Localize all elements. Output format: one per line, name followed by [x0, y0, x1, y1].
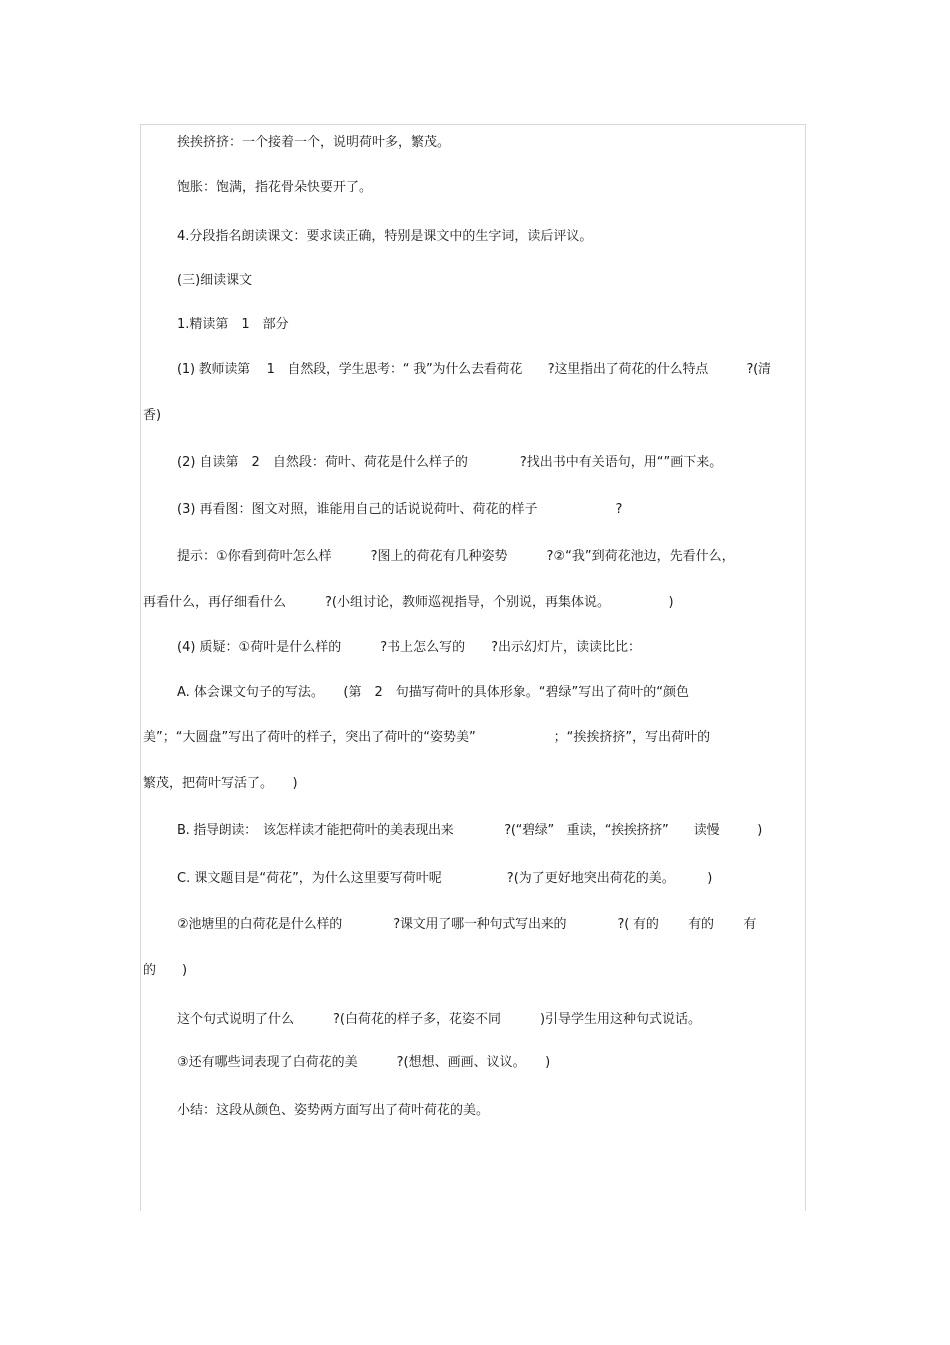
line-baozhang: 饱胀：饱满，指花骨朵快要开了。 — [177, 180, 373, 195]
line-b: B. 指导朗读： 该怎样读才能把荷叶的美表现出来 ?(“碧绿” 重读，“挨挨挤挤” 读慢 ) — [177, 823, 763, 838]
line-q2: (2) 自读第 2 自然段：荷叶、荷花是什么样子的 ?找出书中有关语句，用“”画下来。 — [177, 455, 723, 470]
line-q1-cont: 香) — [143, 408, 162, 423]
line-q1: (1) 教师读第 1 自然段，学生思考：“ 我”为什么去看荷花 ?这里指出了荷花的什么特点 ?(清 — [177, 362, 771, 377]
line-part-1: 1.精读第 1 部分 — [177, 317, 289, 332]
line-q-white-lotus: ②池塘里的白荷花是什么样的 ?课文用了哪一种句式写出来的 ?( 有的 有的 有 — [177, 917, 757, 932]
line-hint: 提示：①你看到荷叶怎么样 ?图上的荷花有几种姿势 ?②“我”到荷花池边，先看什么， — [177, 549, 735, 564]
line-hint-cont: 再看什么，再仔细看什么 ?(小组讨论，教师巡视指导，个别说，再集体说。 ) — [143, 595, 674, 610]
line-summary: 小结：这段从颜色、姿势两方面写出了荷叶荷花的美。 — [177, 1103, 490, 1118]
line-q-white-lotus-cont: 的 ) — [143, 963, 188, 978]
line-c: C. 课文题目是“荷花”，为什么这里要写荷叶呢 ?(为了更好地突出荷花的美。 ) — [177, 871, 713, 886]
line-q4: (4) 质疑：①荷叶是什么样的 ?书上怎么写的 ?出示幻灯片，读读比比： — [177, 640, 642, 655]
line-q-words: ③还有哪些词表现了白荷花的美 ?(想想、画画、议议。 ) — [177, 1055, 551, 1070]
line-sentence-pattern: 这个句式说明了什么 ?(白荷花的样子多，花姿不同 )引导学生用这种句式说话。 — [177, 1012, 702, 1027]
line-a-cont-1: 美”；“大圆盘”写出了荷叶的样子，突出了荷叶的“姿势美” ；“挨挨挤挤”，写出荷叶的 — [143, 730, 711, 745]
line-a: A. 体会课文句子的写法。 (第 2 句描写荷叶的具体形象。“碧绿”写出了荷叶的“颜色 — [177, 685, 689, 700]
line-a-cont-2: 繁茂，把荷叶写活了。 ) — [143, 776, 298, 791]
line-step-4: 4.分段指名朗读课文：要求读正确，特别是课文中的生字词，读后评议。 — [177, 229, 593, 244]
section-heading: (三)细读课文 — [177, 273, 253, 288]
line-q3: (3) 再看图：图文对照，谁能用自己的话说说荷叶、荷花的样子 ? — [177, 502, 623, 517]
line-aiaijiji: 挨挨挤挤：一个接着一个，说明荷叶多，繁茂。 — [177, 135, 451, 150]
